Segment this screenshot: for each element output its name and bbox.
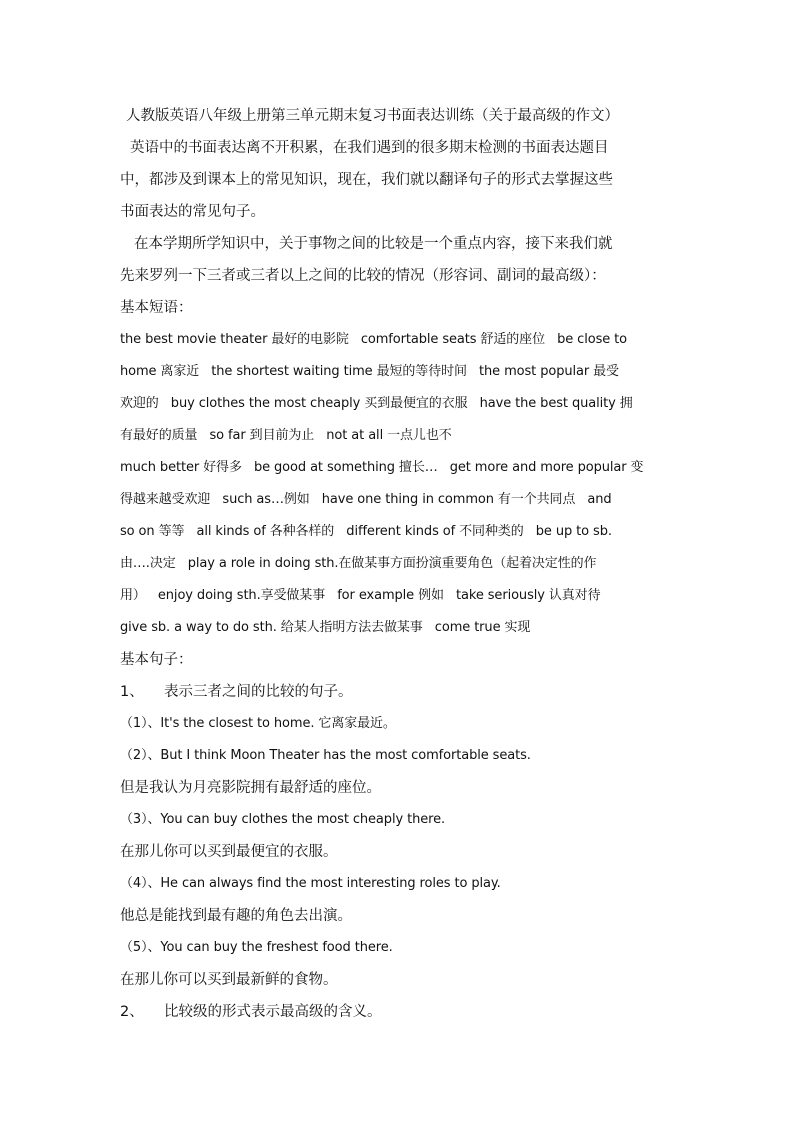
phrase-line: 得越来越受欢迎 such as…例如 have one thing in common 有一个共同点 and (120, 492, 612, 507)
section-1-title: 表示三者之间的比较的句子。 (164, 684, 353, 700)
sentence-5-zh: 在那儿你可以买到最新鲜的食物。 (120, 972, 338, 988)
second-paragraph-line-2: 先来罗列一下三者或三者以上之间的比较的情况（形容词、副词的最高级）： (120, 268, 606, 284)
phrase-line: 用） enjoy doing sth.享受做某事 for example 例如 take seriously 认真对待 (120, 588, 601, 603)
phrase-line: give sb. a way to do sth. 给某人指明方法去做某事 come true 实现 (120, 620, 531, 635)
section-2-heading (120, 996, 676, 1028)
second-paragraph-line-1: 在本学期所学知识中，关于事物之间的比较是一个重点内容，接下来我们就 (134, 236, 613, 252)
phrase-line: 有最好的质量 so far 到目前为止 not at all 一点儿也不 (120, 428, 452, 443)
sentence-4-zh: 他总是能找到最有趣的角色去出演。 (120, 908, 352, 924)
phrase-line: much better 好得多 be good at something 擅长… get more and more popular 变 (120, 460, 644, 475)
phrase-line: the best movie theater 最好的电影院 comfortable seats 舒适的座位 be close to (120, 332, 628, 347)
section-1-heading (120, 676, 676, 708)
phrases-heading: 基本短语： (120, 300, 193, 316)
sentences-heading: 基本句子： (120, 652, 193, 668)
sentence-2-zh: 但是我认为月亮影院拥有最舒适的座位。 (120, 780, 381, 796)
section-1-number: 1、 (120, 684, 144, 700)
sentence-3-en: （3）、You can buy clothes the most cheaply there. (120, 812, 446, 827)
section-2-number: 2、 (120, 1004, 144, 1020)
intro-paragraph-line-2: 中，都涉及到课本上的常见知识，现在，我们就以翻译句子的形式去掌握这些 (120, 172, 613, 188)
sentence-2-en: （2）、But I think Moon Theater has the most comfortable seats. (120, 748, 531, 763)
phrase-line: 由….决定 play a role in doing sth.在做某事方面扮演重要角色（起着决定性的作 (120, 556, 597, 571)
phrase-line: so on 等等 all kinds of 各种各样的 different kinds of 不同种类的 be up to sb. (120, 524, 612, 539)
sentence-5-en: （5）、You can buy the freshest food there. (120, 940, 393, 955)
phrase-line: home 离家近 the shortest waiting time 最短的等待时间 the most popular 最受 (120, 364, 619, 379)
sentence-3-zh: 在那儿你可以买到最便宜的衣服。 (120, 844, 338, 860)
intro-paragraph-line-1: 英语中的书面表达离不开积累，在我们遇到的很多期末检测的书面表达题目 (130, 140, 609, 156)
sentence-1-en: （1）、It's the closest to home. 它离家最近。 (120, 716, 396, 731)
section-2-title: 比较级的形式表示最高级的含义。 (164, 1004, 382, 1020)
document-page (120, 100, 676, 1028)
intro-paragraph-line-3: 书面表达的常见句子。 (120, 204, 265, 220)
sentence-4-en: （4）、He can always find the most interesting roles to play. (120, 876, 501, 891)
phrase-line: 欢迎的 buy clothes the most cheaply 买到最便宜的衣服 have the best quality 拥 (120, 396, 633, 411)
document-title: 人教版英语八年级上册第三单元期末复习书面表达训练（关于最高级的作文） (126, 108, 619, 124)
